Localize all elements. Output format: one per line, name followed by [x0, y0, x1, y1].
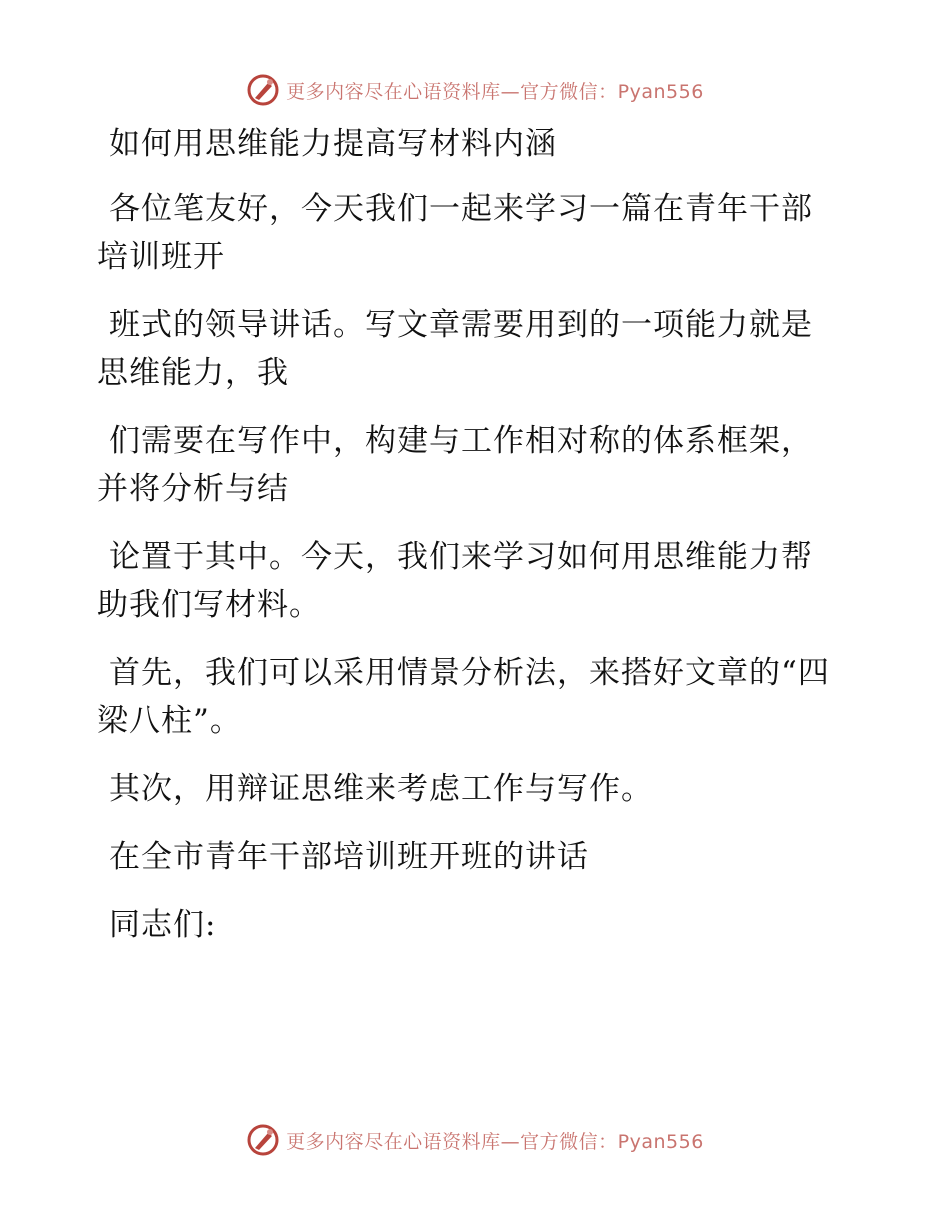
paragraph: 各位笔友好，今天我们一起来学习一篇在青年干部培训班开: [97, 191, 813, 275]
paragraph: 班式的领导讲话。写文章需要用到的一项能力就是思维能力，我: [97, 307, 813, 391]
speech-title: 在全市青年干部培训班开班的讲话: [109, 839, 589, 875]
watermark-text: 更多内容尽在心语资料库—官方微信：Pyan556: [286, 80, 704, 103]
footer-watermark: [0, 1120, 950, 1160]
header-watermark: [0, 70, 950, 110]
paragraph: 其次，用辩证思维来考虑工作与写作。: [109, 771, 653, 807]
watermark-text: 更多内容尽在心语资料库—官方微信：Pyan556: [286, 1130, 704, 1153]
document-title: 如何用思维能力提高写材料内涵: [109, 126, 557, 162]
pen-logo-icon: [246, 73, 280, 107]
document-body: [97, 120, 837, 969]
salutation: 同志们:: [109, 907, 217, 943]
pen-logo-icon: [246, 1123, 280, 1157]
paragraph: 首先，我们可以采用情景分析法，来搭好文章的“四梁八柱”。: [97, 655, 830, 739]
paragraph: 论置于其中。今天，我们来学习如何用思维能力帮助我们写材料。: [97, 539, 813, 623]
paragraph: 们需要在写作中，构建与工作相对称的体系框架，并将分析与结: [97, 423, 813, 507]
